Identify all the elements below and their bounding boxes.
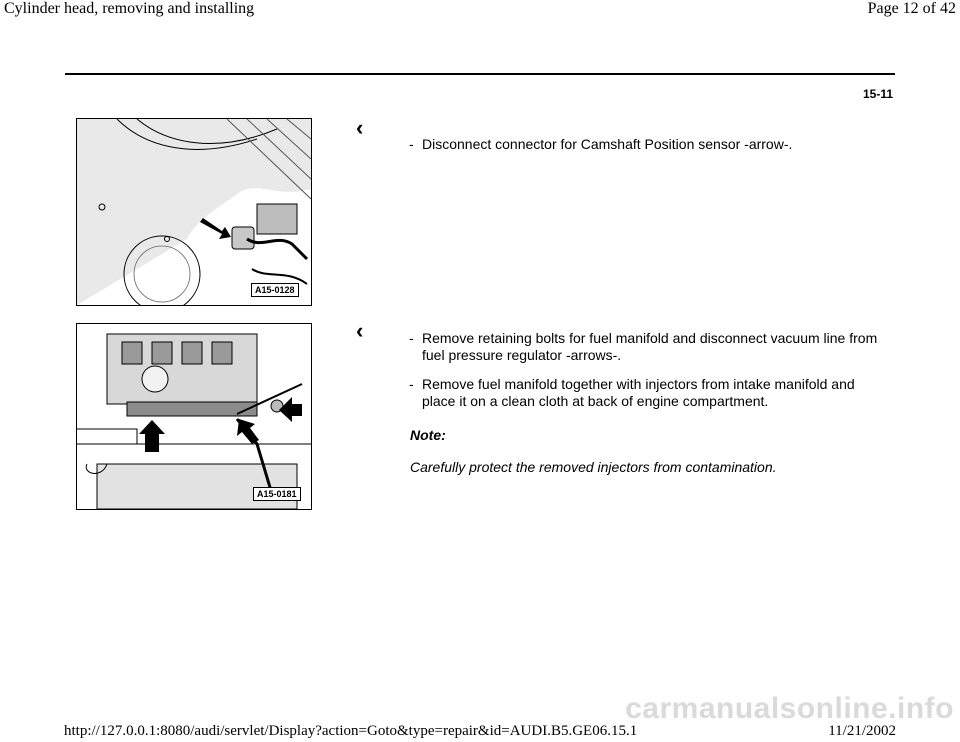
figure-camshaft-sensor <box>76 118 312 306</box>
fuel-manifold-illustration <box>77 324 311 509</box>
header-rule <box>65 73 895 75</box>
step-text: Remove fuel manifold together with injectors from intake manifold and place it on a clean cloth at back of engine compartment. <box>422 376 855 409</box>
step-item <box>405 330 885 364</box>
note-text: Carefully protect the removed injectors from contamination. <box>410 459 777 475</box>
step-pointer-icon: ‹ <box>356 318 364 343</box>
step-dash: - <box>409 330 414 346</box>
watermark: carmanualsonline.info <box>625 692 954 725</box>
step-dash: - <box>409 136 414 152</box>
step-item <box>405 136 885 153</box>
note-title: Note: <box>410 427 446 443</box>
step-pointer-icon: ‹ <box>356 115 364 140</box>
step-text: Remove retaining bolts for fuel manifold and disconnect vacuum line from fuel pressure regulator -arrows-. <box>422 330 878 363</box>
steps-list-2 <box>405 330 885 422</box>
page-indicator: Page 12 of 42 <box>867 0 956 17</box>
step-item <box>405 376 885 410</box>
figure-label: A15-0181 <box>253 487 301 501</box>
steps-list-1 <box>405 136 885 165</box>
footer-date: 11/21/2002 <box>828 723 896 739</box>
figure-fuel-manifold <box>76 323 312 510</box>
camshaft-sensor-illustration <box>77 119 311 305</box>
document-title: Cylinder head, removing and installing <box>4 0 255 17</box>
step-text: Disconnect connector for Camshaft Position sensor -arrow-. <box>422 136 793 152</box>
figure-label: A15-0128 <box>251 283 299 297</box>
section-page-number: 15-11 <box>862 87 893 101</box>
step-dash: - <box>409 376 414 392</box>
footer-url-link[interactable]: http://127.0.0.1:8080/audi/servlet/Display?action=Goto&type=repair&id=AUDI.B5.GE06.15.1 <box>64 723 638 739</box>
